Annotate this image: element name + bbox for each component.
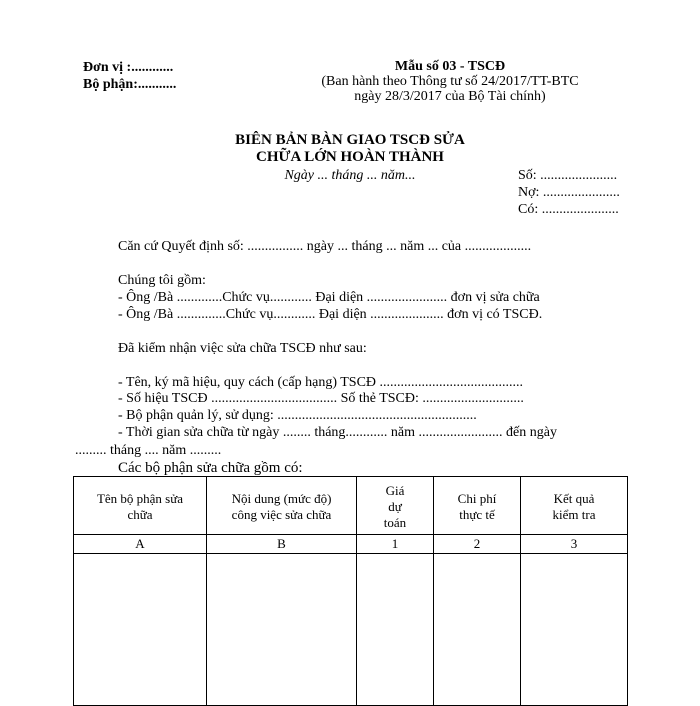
document-date: Ngày ... tháng ... năm... (284, 168, 416, 183)
item-dept-line: - Bộ phận quản lý, sử dụng: ......................................................... (118, 408, 477, 423)
table-cell (521, 554, 628, 706)
col-header-part-name: Tên bộ phận sửa chữa (74, 477, 207, 535)
table-header-row (74, 477, 628, 535)
item-time-line-2: ......... tháng .... năm ......... (75, 443, 222, 458)
document-title-line-1: BIÊN BẢN BÀN GIAO TSCĐ SỬA (235, 132, 465, 148)
table-cell (207, 554, 357, 706)
table-cell (74, 554, 207, 706)
we-include-label: Chúng tôi gồm: (118, 273, 206, 288)
code-cell: 2 (434, 535, 521, 554)
form-number: Mẫu số 03 - TSCĐ (394, 59, 506, 74)
item-name-line: - Tên, ký mã hiệu, quy cách (cấp hạng) TSCĐ ......................................... (118, 375, 524, 390)
item-serial-line: - Số hiệu TSCĐ .................................... Số thẻ TSCĐ: ............................. (118, 391, 524, 406)
col-header-actual-cost: Chi phí thực tế (434, 477, 521, 535)
repair-parts-table (73, 476, 628, 706)
table-row (74, 554, 628, 706)
issued-line-1: (Ban hành theo Thông tư số 24/2017/TT-BTC (321, 74, 579, 89)
code-cell: 1 (357, 535, 434, 554)
document-title-line-2: CHỮA LỚN HOÀN THÀNH (256, 149, 444, 165)
no-field: Nợ: ...................... (518, 185, 620, 200)
so-field: Số: ...................... (518, 168, 618, 183)
issued-line-2: ngày 28/3/2017 của Bộ Tài chính) (354, 89, 546, 104)
code-cell: 3 (521, 535, 628, 554)
person-1-line: - Ông /Bà .............Chức vụ............ Đại diện ....................... đơn vị sửa chữa (118, 290, 540, 305)
unit-label: Đơn vị :............ (83, 60, 174, 75)
table-cell (357, 554, 434, 706)
co-field: Có: ...................... (518, 202, 619, 217)
table-code-row (74, 535, 628, 554)
col-header-result: Kết quả kiểm tra (521, 477, 628, 535)
col-header-content: Nội dung (mức độ) công việc sửa chữa (207, 477, 357, 535)
department-label: Bộ phận:........... (83, 77, 177, 92)
col-header-estimate: Giá dự toán (357, 477, 434, 535)
table-cell (434, 554, 521, 706)
code-cell: B (207, 535, 357, 554)
person-2-line: - Ông /Bà ..............Chức vụ............ Đại diện ..................... đơn vị có TSCĐ. (118, 307, 543, 322)
parts-intro-label: Các bộ phận sửa chữa gồm có: (118, 460, 303, 476)
basis-line: Căn cứ Quyết định số: ................ ngày ... tháng ... năm ... của ................... (118, 239, 532, 254)
item-time-line-1: - Thời gian sửa chữa từ ngày ........ tháng............ năm ........................ đến ngày (118, 425, 557, 440)
inspected-label: Đã kiểm nhận việc sửa chữa TSCĐ như sau: (118, 341, 367, 356)
form-number-block (300, 59, 600, 105)
code-cell: A (74, 535, 207, 554)
